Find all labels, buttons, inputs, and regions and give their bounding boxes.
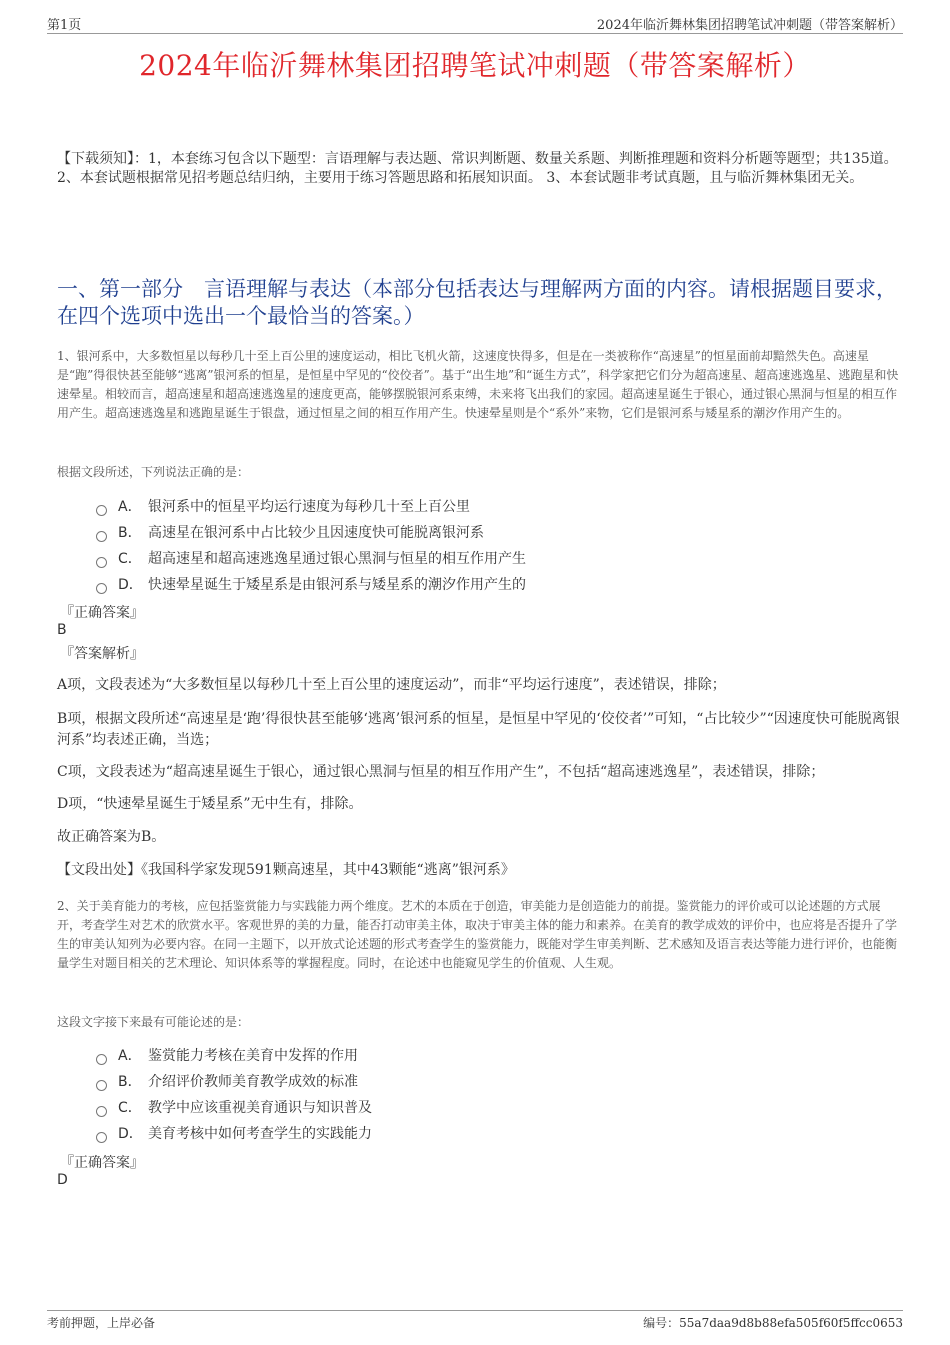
footer-slogan: 考前押题，上岸必备 [47,1316,156,1330]
answer-value: D [57,1172,68,1188]
option-a[interactable]: A． 银河系中的恒星平均运行速度为每秒几十至上百公里 [96,493,896,519]
document-id: 编号：55a7daa9d8b88efa505f60f5ffcc0653 [643,1316,903,1330]
radio-icon[interactable] [96,1132,107,1143]
answer-value: B [57,622,67,638]
answer-label: 『正确答案』 [60,605,144,621]
question-2-options [96,1042,896,1146]
option-c[interactable]: C． 教学中应该重视美育通识与知识普及 [96,1094,896,1120]
question-2-passage: 2、关于美育能力的考核，应包括鉴赏能力与实践能力两个维度。艺术的本质在于创造，审美能力是创造能力的前提。鉴赏能力的评价或可以论述题的方式展开，考查学生对艺术的欣赏水平。客观世界的美的力量，能否打动审美主体，取决于审美主体的能力和素养。在美育的教学成效的评价中，也应将是否提升了学生的审美认知列为必要内容。在同一主题下，以开放式论述题的形式考查学生的鉴赏能力，既能对学生审美判断、艺术感知及语言表达等能力进行评价，也能衡量学生对题目相关的艺术理论、知识体系等的掌握程度。同时，在论述中也能窥见学生的价值观、人生观。 [57,899,898,970]
analysis-conclusion: 故正确答案为B。 [57,829,166,845]
radio-icon[interactable] [96,583,107,594]
option-d[interactable]: D． 快速晕星诞生于矮星系是由银河系与矮星系的潮汐作用产生的 [96,571,896,597]
radio-icon[interactable] [96,531,107,542]
section-heading: 一、第一部分 言语理解与表达（本部分包括表达与理解两方面的内容。请根据题目要求，在四个选项中选出一个最恰当的答案。） [57,277,897,328]
analysis-line: B项，根据文段所述“高速星是‘跑’得很快甚至能够‘逃离’银河系的恒星，是恒星中罕见的‘佼佼者’”可知，“占比较少”“因速度快可能脱离银河系”均表述正确，当选； [57,711,900,748]
radio-icon[interactable] [96,1054,107,1065]
question-1-options [96,493,896,597]
analysis-label: 『答案解析』 [60,646,144,662]
analysis-line: D项，“快速晕星诞生于矮星系”无中生有，排除。 [57,796,363,812]
download-notice: 【下载须知】：1，本套练习包含以下题型：言语理解与表达题、常识判断题、数量关系题、判断推理题和资料分析题等题型；共135道。 2、本套试题根据常见招考题总结归纳，主要用于练习答题思路和拓展知识面。 3、本套试题非考试真题，且与临沂舞林集团无关。 [57,151,898,186]
option-b[interactable]: B． 高速星在银河系中占比较少且因速度快可能脱离银河系 [96,519,896,545]
question-1-prompt: 根据文段所述，下列说法正确的是： [57,465,250,479]
option-b[interactable]: B． 介绍评价教师美育教学成效的标准 [96,1068,896,1094]
page-footer [47,1314,903,1331]
option-a[interactable]: A． 鉴赏能力考核在美育中发挥的作用 [96,1042,896,1068]
radio-icon[interactable] [96,1080,107,1091]
radio-icon[interactable] [96,505,107,516]
question-1-passage: 1、银河系中，大多数恒星以每秒几十至上百公里的速度运动，相比飞机火箭，这速度快得多，但是在一类被称作“高速星”的恒星面前却黯然失色。高速星是“跑”得很快甚至能够“逃离”银河系的恒星，是恒星中罕见的“佼佼者”。基于“出生地”和“诞生方式”，科学家把它们分为超高速星、超高速逃逸星、逃跑星和快速晕星。相较而言，超高速星和超高速逃逸星的速度更高，能够摆脱银河系束缚，未来将飞出我们的家园。超高速星诞生于银心，通过银心黑洞与恒星的相互作用产生。超高速逃逸星和逃跑星诞生于银盘，通过恒星之间的相互作用产生。快速晕星则是个“系外”来物，它们是银河系与矮星系的潮汐作用产生的。 [57,349,899,420]
page-number: 第1页 [47,18,82,33]
option-d[interactable]: D． 美育考核中如何考查学生的实践能力 [96,1120,896,1146]
option-c[interactable]: C． 超高速星和超高速逃逸星通过银心黑洞与恒星的相互作用产生 [96,545,896,571]
radio-icon[interactable] [96,1106,107,1117]
header-divider [47,33,903,34]
header-doc-title: 2024年临沂舞林集团招聘笔试冲刺题（带答案解析） [596,18,903,33]
analysis-line: A项，文段表述为“大多数恒星以每秒几十至上百公里的速度运动”，而非“平均运行速度”，表述错误，排除； [57,677,726,693]
passage-source: 【文段出处】《我国科学家发现591颗高速星，其中43颗能“逃离”银河系》 [57,862,515,878]
question-2-prompt: 这段文字接下来最有可能论述的是： [57,1015,250,1029]
radio-icon[interactable] [96,557,107,568]
page-header [47,14,903,32]
footer-divider [47,1310,903,1311]
answer-label: 『正确答案』 [60,1155,144,1171]
document-title: 2024年临沂舞林集团招聘笔试冲刺题（带答案解析） [139,49,811,82]
analysis-line: C项，文段表述为“超高速星诞生于银心，通过银心黑洞与恒星的相互作用产生”，不包括“超高速逃逸星”，表述错误，排除； [57,764,825,780]
